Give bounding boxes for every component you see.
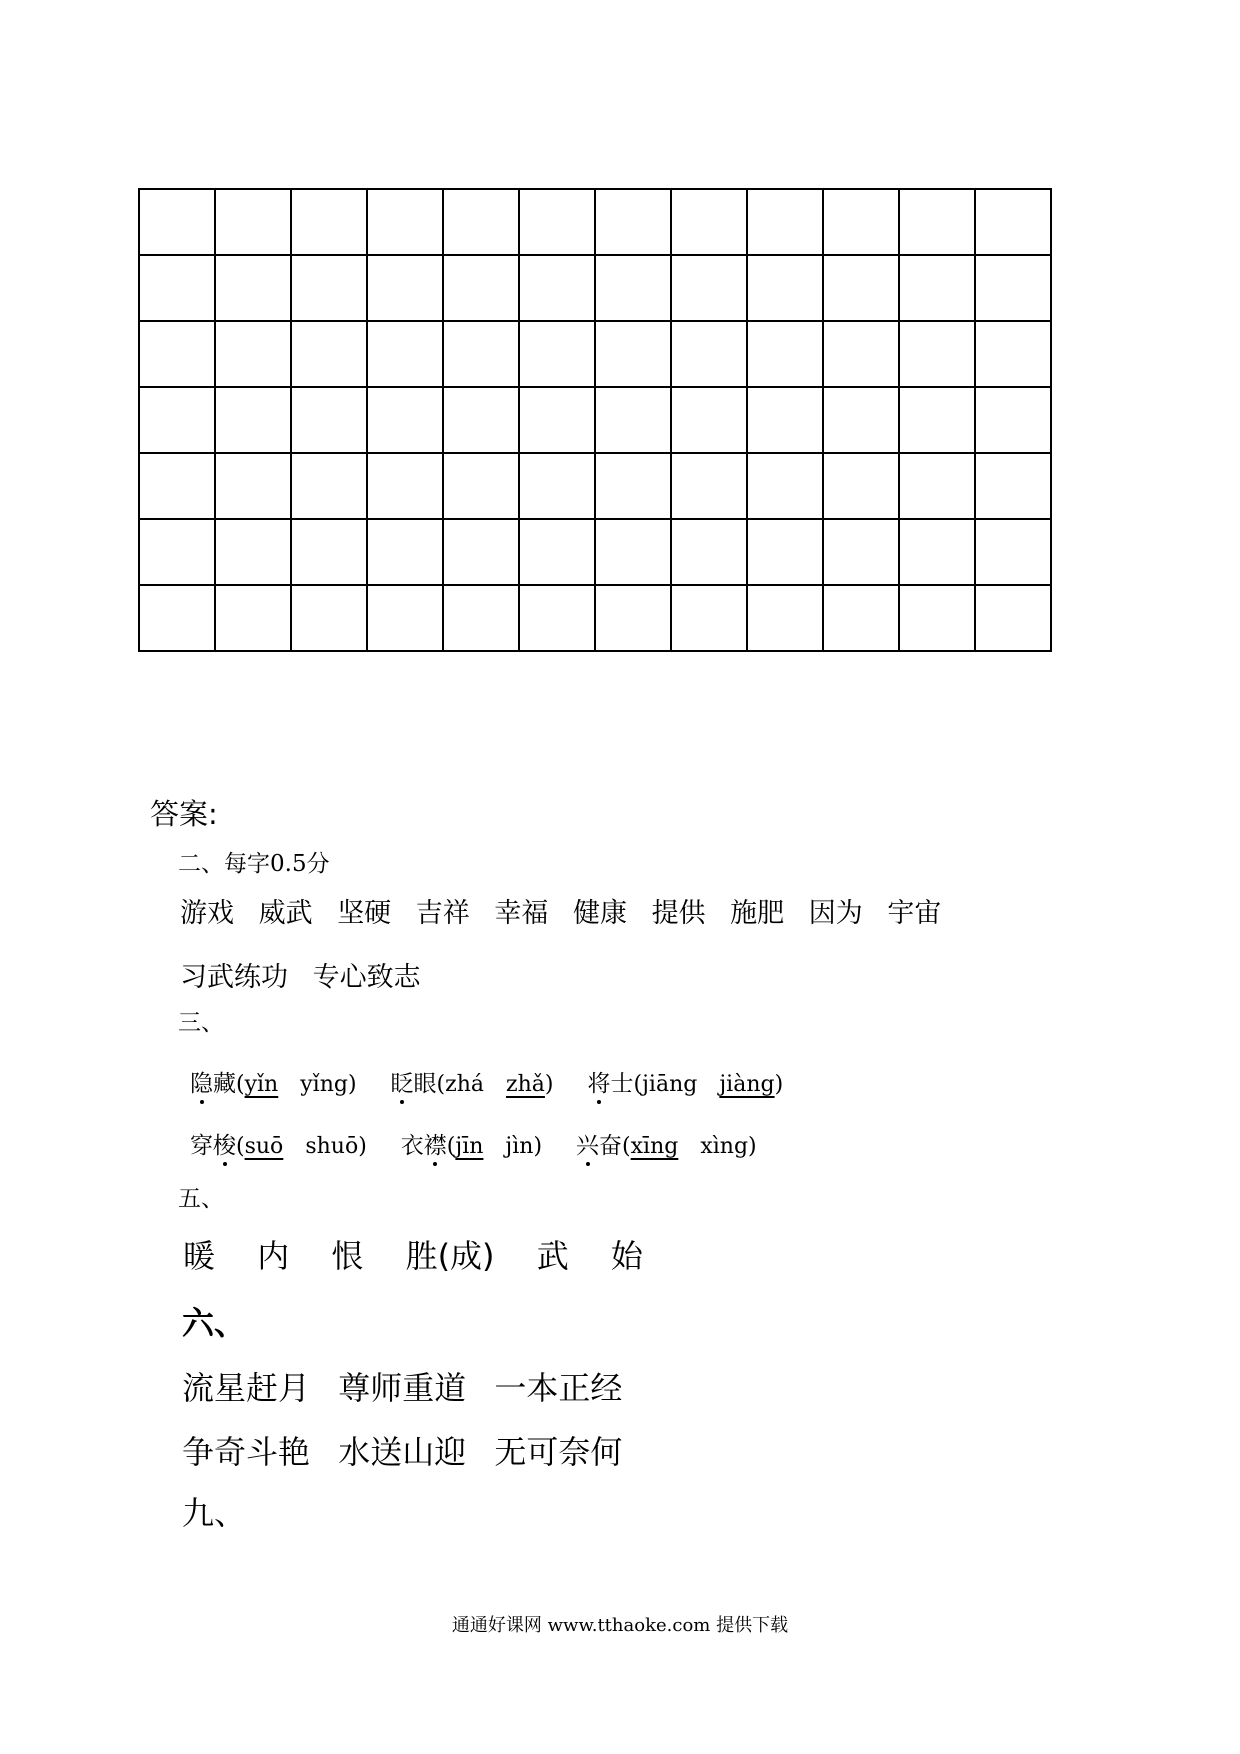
grid-cell (899, 387, 975, 453)
word: 施肥 (730, 898, 785, 929)
pinyin-item (190, 1135, 367, 1158)
pinyin-option: jīn (455, 1134, 484, 1159)
grid-cell (443, 321, 519, 387)
grid-cell (291, 255, 367, 321)
pinyin-option: zhǎ (506, 1072, 545, 1097)
grid-cell (367, 387, 443, 453)
grid-cell (823, 387, 899, 453)
answer-char: 恨 (331, 1237, 364, 1275)
grid-cell (595, 519, 671, 585)
grid-cell (671, 189, 747, 255)
grid-cell (443, 189, 519, 255)
grid-cell (975, 519, 1051, 585)
grid-row (139, 453, 1051, 519)
word: 宇宙 (887, 898, 942, 929)
grid-cell (519, 519, 595, 585)
marked-char: 梭 (213, 1133, 236, 1159)
word (401, 1133, 447, 1159)
pinyin-row (190, 1135, 791, 1158)
idiom: 一本正经 (494, 1369, 623, 1407)
grid-cell (291, 189, 367, 255)
pinyin-item (576, 1135, 757, 1158)
grid-cell (367, 453, 443, 519)
grid-cell (975, 387, 1051, 453)
paren-open: ( (436, 1072, 446, 1097)
writing-grid (138, 188, 1052, 652)
grid-cell (139, 189, 215, 255)
answer-char: 始 (610, 1237, 643, 1275)
marked-char: 襟 (423, 1133, 447, 1159)
answer-char: 内 (257, 1237, 290, 1275)
grid-cell (671, 453, 747, 519)
paren-close: ) (358, 1134, 367, 1159)
word: 吉祥 (415, 898, 470, 929)
answer-char: 武 (536, 1237, 569, 1275)
grid-cell (595, 453, 671, 519)
word: 因为 (808, 898, 863, 929)
grid-cell (747, 519, 823, 585)
grid-cell (899, 321, 975, 387)
paren-close: ) (774, 1072, 784, 1097)
word (190, 1071, 236, 1097)
grid-cell (291, 453, 367, 519)
grid-cell (519, 387, 595, 453)
grid-cell (139, 453, 215, 519)
grid-cell (899, 453, 975, 519)
grid-cell (595, 321, 671, 387)
paren-close: ) (347, 1072, 357, 1097)
paren-close: ) (748, 1134, 757, 1159)
grid-cell (595, 585, 671, 651)
section-2-line-2 (180, 964, 437, 991)
section-5-line (183, 1237, 675, 1275)
marked-char: 眨 (390, 1071, 414, 1097)
word: 习武练功 (180, 962, 288, 993)
grid-cell (443, 519, 519, 585)
char: 眼 (413, 1071, 437, 1097)
pinyin-item (190, 1073, 357, 1096)
grid-cell (595, 387, 671, 453)
word: 提供 (651, 898, 706, 929)
grid-cell (139, 255, 215, 321)
grid-cell (139, 387, 215, 453)
grid-cell (519, 453, 595, 519)
grid-cell (367, 255, 443, 321)
grid-cell (671, 255, 747, 321)
grid-cell (747, 255, 823, 321)
grid-cell (215, 255, 291, 321)
paren-open: ( (633, 1072, 643, 1097)
grid-cell (519, 189, 595, 255)
grid-cell (215, 585, 291, 651)
section-5-title: 五、 (178, 1186, 224, 1212)
char: 奋 (599, 1133, 623, 1159)
grid-cell (975, 321, 1051, 387)
pinyin-item (588, 1073, 784, 1096)
grid-row (139, 519, 1051, 585)
grid-cell (671, 321, 747, 387)
pinyin-option: yǐng (300, 1072, 348, 1097)
answers-title: 答案: (150, 797, 218, 831)
grid-cell (747, 453, 823, 519)
section-6-line-1 (182, 1369, 640, 1407)
section-2-title: 二、每字0.5分 (178, 851, 330, 877)
section-2-line-1 (180, 900, 957, 927)
pinyin-option: zhá (445, 1072, 485, 1097)
grid-cell (443, 585, 519, 651)
grid-cell (899, 255, 975, 321)
pinyin-row (190, 1073, 817, 1096)
grid-cell (975, 585, 1051, 651)
grid-cell (595, 255, 671, 321)
marked-char: 隐 (190, 1071, 213, 1097)
footer: 通通好课网 www.tthaoke.com 提供下载 (451, 1615, 789, 1636)
grid-cell (215, 453, 291, 519)
section-9-title: 九、 (182, 1494, 247, 1532)
pinyin-option: xìng (700, 1134, 749, 1159)
grid-cell (215, 321, 291, 387)
idiom: 尊师重道 (338, 1369, 467, 1407)
paren-open: ( (236, 1134, 245, 1159)
grid-cell (367, 585, 443, 651)
idiom: 无可奈何 (494, 1433, 623, 1471)
idiom: 争奇斗艳 (182, 1433, 311, 1471)
grid-cell (975, 189, 1051, 255)
answer-char: 暖 (183, 1237, 216, 1275)
grid-cell (671, 387, 747, 453)
char: 衣 (400, 1133, 424, 1159)
word (588, 1071, 634, 1097)
grid-cell (139, 321, 215, 387)
grid-cell (747, 189, 823, 255)
grid-cell (823, 189, 899, 255)
pinyin-option: suō (244, 1134, 284, 1159)
idiom: 水送山迎 (338, 1433, 467, 1471)
grid-cell (823, 453, 899, 519)
grid-cell (747, 585, 823, 651)
section-6-title: 六、 (182, 1304, 247, 1342)
grid-cell (519, 321, 595, 387)
grid-cell (671, 585, 747, 651)
word: 专心致志 (312, 962, 421, 993)
grid-cell (291, 585, 367, 651)
grid-row (139, 321, 1051, 387)
grid-row (139, 585, 1051, 651)
grid-cell (139, 519, 215, 585)
grid-cell (823, 255, 899, 321)
paren-close: ) (544, 1072, 554, 1097)
word: 健康 (572, 898, 627, 929)
paren-open: ( (622, 1134, 631, 1159)
grid-cell (899, 189, 975, 255)
grid-cell (823, 321, 899, 387)
word (576, 1133, 622, 1159)
pinyin-option: jìn (505, 1134, 534, 1159)
grid-cell (747, 321, 823, 387)
grid-cell (899, 519, 975, 585)
grid-cell (291, 519, 367, 585)
char: 藏 (213, 1071, 236, 1097)
grid-cell (519, 255, 595, 321)
marked-char: 兴 (576, 1133, 600, 1159)
grid-cell (747, 387, 823, 453)
marked-char: 将 (587, 1071, 611, 1097)
char: 士 (610, 1071, 634, 1097)
pinyin-option: jiāng (642, 1072, 698, 1097)
pinyin-item (391, 1073, 554, 1096)
grid-cell (139, 585, 215, 651)
grid-cell (367, 321, 443, 387)
answer-char: 胜(成) (405, 1237, 495, 1275)
grid-cell (443, 453, 519, 519)
paren-close: ) (533, 1134, 543, 1159)
grid-cell (443, 255, 519, 321)
grid-cell (215, 189, 291, 255)
grid-row (139, 189, 1051, 255)
grid-cell (291, 387, 367, 453)
word (391, 1071, 437, 1097)
pinyin-option: shuō (305, 1134, 359, 1159)
word: 游戏 (180, 898, 234, 929)
grid-cell (975, 453, 1051, 519)
grid-cell (291, 321, 367, 387)
grid-row (139, 255, 1051, 321)
grid-cell (595, 189, 671, 255)
paren-open: ( (236, 1072, 245, 1097)
char: 穿 (190, 1133, 213, 1159)
grid-cell (215, 387, 291, 453)
word: 坚硬 (337, 898, 392, 929)
pinyin-option: jiàng (719, 1072, 775, 1097)
word (190, 1133, 236, 1159)
grid-cell (975, 255, 1051, 321)
section-6-line-2 (182, 1433, 640, 1471)
grid-cell (671, 519, 747, 585)
grid-cell (823, 585, 899, 651)
grid-cell (215, 519, 291, 585)
paren-open: ( (446, 1134, 456, 1159)
grid-cell (443, 387, 519, 453)
grid-cell (367, 189, 443, 255)
grid-cell (823, 519, 899, 585)
idiom: 流星赶月 (182, 1369, 311, 1407)
word: 威武 (258, 898, 313, 929)
grid-cell (519, 585, 595, 651)
section-3-title: 三、 (178, 1010, 224, 1036)
grid-cell (899, 585, 975, 651)
pinyin-option: yǐn (244, 1072, 279, 1097)
grid-cell (367, 519, 443, 585)
grid-row (139, 387, 1051, 453)
pinyin-item (401, 1135, 542, 1158)
word: 幸福 (494, 898, 549, 929)
pinyin-option: xīng (630, 1134, 679, 1159)
